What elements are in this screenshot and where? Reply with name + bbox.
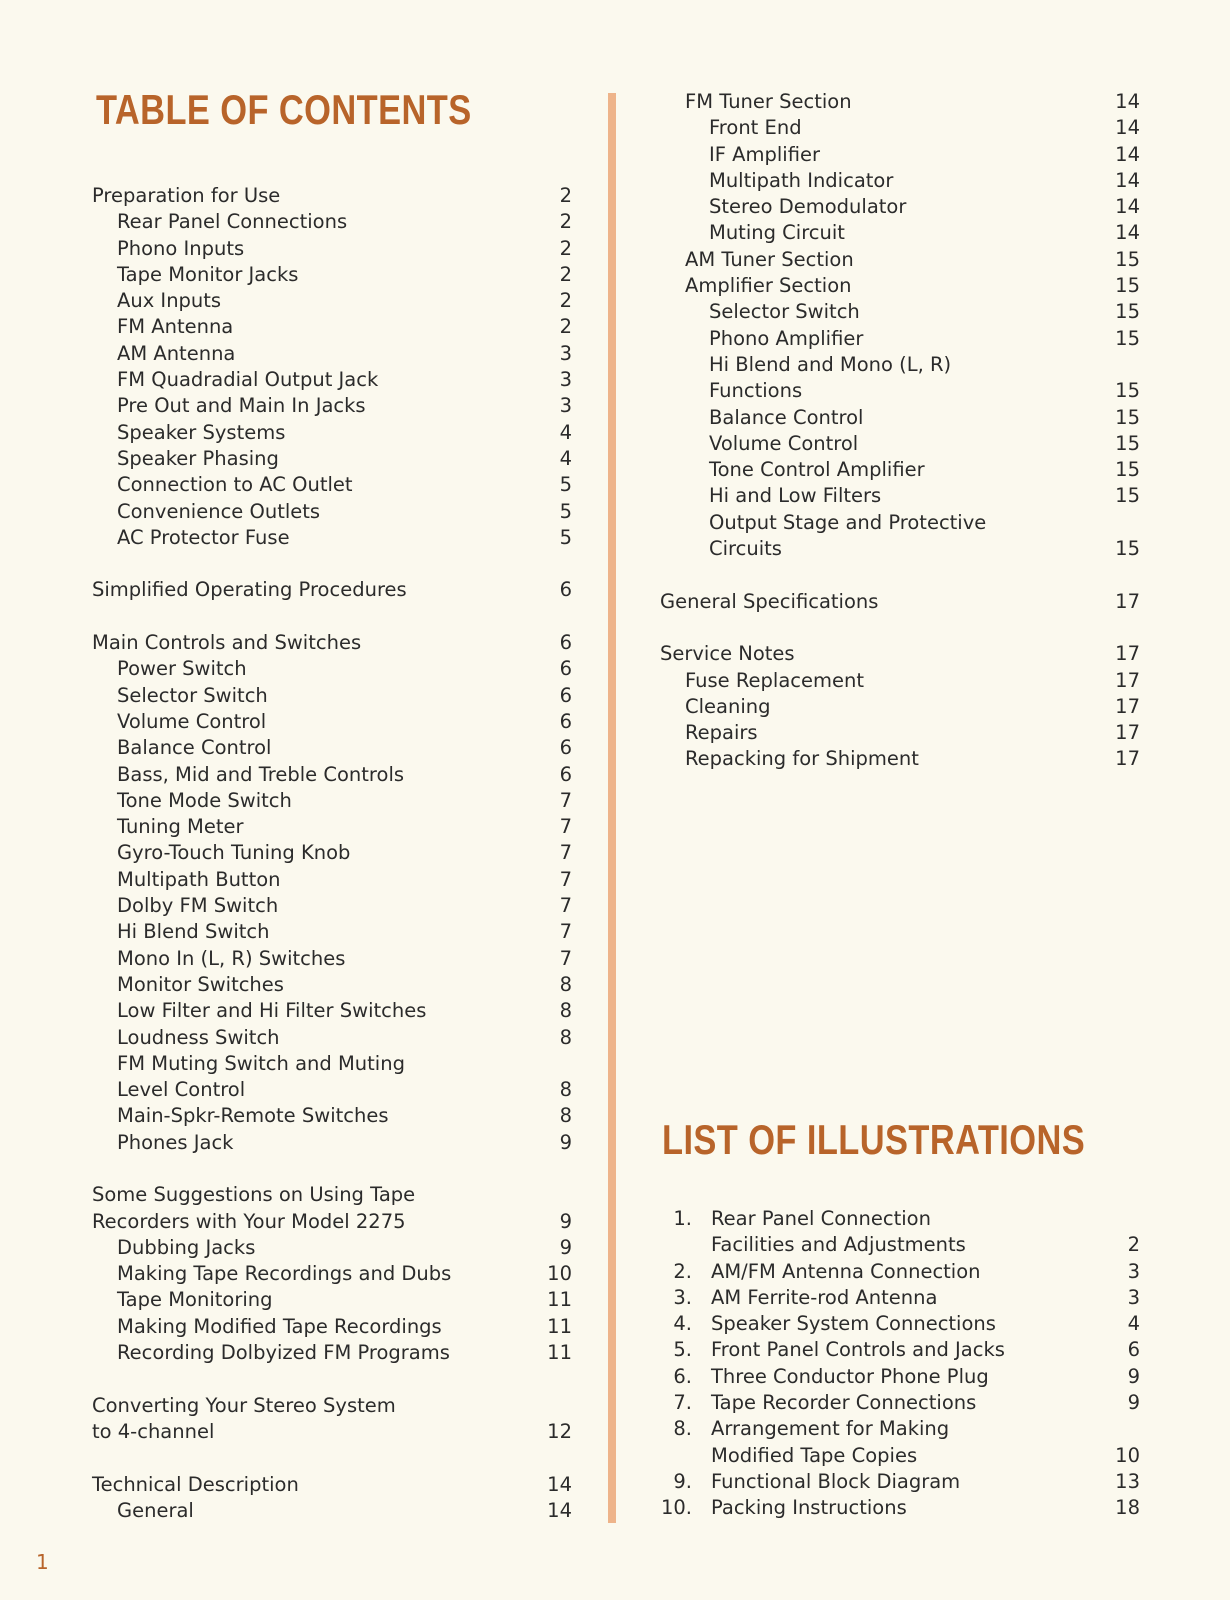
- toc-entry-title: Circuits: [709, 537, 782, 561]
- toc-entry-title: Service Notes: [660, 642, 795, 666]
- toc-entry-title: Connection to AC Outlet: [117, 473, 353, 497]
- toc-entry-page: 14: [1115, 142, 1140, 166]
- toc-entry-title: FM Muting Switch and Muting: [117, 1051, 405, 1075]
- toc-entry-title: Volume Control: [117, 709, 267, 733]
- toc-entry-page: 11: [547, 1314, 572, 1338]
- illustration-entry: [660, 1232, 1140, 1258]
- toc-entry-title: AM Antenna: [117, 341, 236, 365]
- toc-spacer: [660, 615, 1140, 641]
- illustration-number: 6.: [673, 1364, 692, 1388]
- toc-entry-title: Phono Amplifier: [709, 326, 864, 350]
- toc-spacer: [92, 1156, 572, 1182]
- illustration-title: Three Conductor Phone Plug: [711, 1364, 989, 1388]
- toc-entry-page: 3: [559, 368, 572, 392]
- illustration-number: 1.: [673, 1207, 692, 1230]
- toc-entry: [660, 247, 1140, 273]
- toc-entry: [92, 577, 572, 603]
- toc-entry-page: 15: [1115, 274, 1140, 298]
- toc-entry-page: 6: [559, 683, 572, 707]
- toc-entry-page: 14: [1115, 116, 1140, 140]
- toc-entry: [92, 1051, 572, 1077]
- toc-entry-page: 6: [559, 578, 572, 602]
- toc-entry: [92, 420, 572, 446]
- toc-entry-title: Volume Control: [709, 431, 859, 455]
- toc-entry: [92, 314, 572, 340]
- toc-entry-page: 17: [1115, 589, 1140, 613]
- toc-entry-title: Functions: [709, 379, 803, 403]
- toc-right-column: [660, 89, 1140, 773]
- toc-entry-title: FM Antenna: [117, 315, 234, 339]
- illustration-title: Tape Recorder Connections: [711, 1391, 977, 1415]
- toc-entry-title: Speaker Phasing: [117, 446, 279, 470]
- illustration-entry: [660, 1469, 1140, 1495]
- toc-entry-page: 5: [559, 473, 572, 497]
- toc-entry-title: Making Tape Recordings and Dubs: [117, 1262, 452, 1286]
- illustration-page: 13: [1115, 1469, 1140, 1493]
- toc-entry-title: Bass, Mid and Treble Controls: [117, 762, 405, 786]
- illustration-entry: [660, 1443, 1140, 1469]
- toc-entry-title: Making Modified Tape Recordings: [117, 1314, 442, 1338]
- page-number: 1: [36, 1550, 49, 1574]
- toc-entry-page: 9: [559, 1130, 572, 1154]
- column-divider: [608, 93, 616, 1523]
- toc-entry: [92, 1130, 572, 1156]
- toc-entry-title: Hi Blend Switch: [117, 920, 270, 944]
- toc-entry-page: 6: [559, 657, 572, 681]
- toc-entry-title: Repacking for Shipment: [685, 747, 919, 771]
- toc-entry-page: 2: [559, 184, 572, 207]
- toc-entry-title: Balance Control: [117, 736, 272, 760]
- toc-spacer: [660, 562, 1140, 588]
- toc-entry-page: 7: [559, 867, 572, 891]
- toc-entry-title: Selector Switch: [709, 300, 860, 324]
- illustration-number: 2.: [673, 1259, 692, 1283]
- toc-entry-title: Rear Panel Connections: [117, 210, 348, 234]
- toc-entry: [92, 236, 572, 262]
- illustration-page: 9: [1127, 1364, 1140, 1388]
- toc-entry-title: General: [117, 1498, 194, 1522]
- toc-entry: [92, 1314, 572, 1340]
- toc-entry-page: 6: [559, 736, 572, 760]
- illustration-number: 10.: [660, 1496, 692, 1520]
- illustration-entry: [660, 1285, 1140, 1311]
- toc-entry: [660, 326, 1140, 352]
- toc-entry-title: Mono In (L, R) Switches: [117, 946, 346, 970]
- toc-entry: [92, 262, 572, 288]
- toc-entry-page: 7: [559, 788, 572, 812]
- toc-entry: [92, 341, 572, 367]
- toc-entry: [92, 183, 572, 209]
- toc-entry-page: 14: [1115, 168, 1140, 192]
- toc-entry: [660, 89, 1140, 115]
- illustration-title: Functional Block Diagram: [711, 1469, 961, 1493]
- toc-entry-page: 7: [559, 946, 572, 970]
- toc-spacer: [92, 1366, 572, 1392]
- toc-entry: [660, 194, 1140, 220]
- toc-entry-title: Amplifier Section: [685, 274, 852, 298]
- toc-entry-page: 14: [1115, 195, 1140, 219]
- toc-entry: [92, 209, 572, 235]
- toc-entry-page: 6: [559, 762, 572, 786]
- toc-entry-page: 17: [1115, 668, 1140, 692]
- toc-entry-title: Tone Control Amplifier: [709, 458, 925, 482]
- toc-entry: [92, 1498, 572, 1524]
- illustration-number: 7.: [673, 1391, 692, 1415]
- toc-entry-page: 15: [1115, 405, 1140, 429]
- toc-entry: [660, 510, 1140, 536]
- toc-entry-page: 3: [559, 394, 572, 418]
- toc-entry: [92, 630, 572, 656]
- illustrations-title: LIST OF ILLUSTRATIONS: [662, 1116, 1086, 1163]
- toc-entry: [660, 405, 1140, 431]
- page-title: TABLE OF CONTENTS: [96, 86, 472, 133]
- toc-entry-title: Convenience Outlets: [117, 499, 321, 523]
- toc-entry-page: 15: [1115, 537, 1140, 561]
- toc-spacer: [92, 604, 572, 630]
- toc-entry: [660, 378, 1140, 404]
- toc-entry-page: 2: [559, 315, 572, 339]
- illustration-title: Arrangement for Making: [711, 1417, 950, 1441]
- toc-entry: [92, 525, 572, 551]
- toc-entry-page: 7: [559, 841, 572, 865]
- toc-entry-page: 12: [547, 1419, 572, 1443]
- toc-entry: [660, 720, 1140, 746]
- toc-entry-title: Speaker Systems: [117, 420, 286, 444]
- toc-entry-title: Output Stage and Protective: [709, 510, 987, 534]
- toc-entry-page: 11: [547, 1288, 572, 1312]
- toc-entry: [92, 735, 572, 761]
- toc-entry-title: Tone Mode Switch: [117, 788, 292, 812]
- toc-entry: [92, 1235, 572, 1261]
- illustration-page: 6: [1127, 1338, 1140, 1362]
- toc-entry: [660, 589, 1140, 615]
- toc-entry-page: 7: [559, 815, 572, 839]
- toc-entry-title: Preparation for Use: [92, 184, 281, 207]
- toc-entry: [92, 946, 572, 972]
- toc-entry: [92, 1261, 572, 1287]
- toc-entry: [92, 867, 572, 893]
- illustration-title: Rear Panel Connection: [711, 1207, 931, 1230]
- toc-entry-page: 7: [559, 894, 572, 918]
- toc-entry-page: 14: [547, 1498, 572, 1522]
- toc-entry-page: 15: [1115, 379, 1140, 403]
- toc-entry-title: Fuse Replacement: [685, 668, 864, 692]
- illustrations-list: [660, 1206, 1140, 1522]
- toc-entry-title: Converting Your Stereo System: [92, 1393, 396, 1417]
- toc-entry-page: 17: [1115, 642, 1140, 666]
- toc-entry-page: 15: [1115, 484, 1140, 508]
- illustration-entry: [660, 1311, 1140, 1337]
- toc-entry-page: 14: [547, 1472, 572, 1496]
- toc-entry: [660, 431, 1140, 457]
- toc-entry-page: 17: [1115, 694, 1140, 718]
- toc-entry: [92, 683, 572, 709]
- toc-entry-title: Tuning Meter: [117, 815, 244, 839]
- illustration-number: 5.: [673, 1338, 692, 1362]
- toc-entry: [660, 457, 1140, 483]
- toc-entry-page: 15: [1115, 458, 1140, 482]
- toc-entry: [660, 115, 1140, 141]
- illustration-page: 10: [1115, 1443, 1140, 1467]
- toc-entry-title: Loudness Switch: [117, 1025, 280, 1049]
- toc-entry-title: Recorders with Your Model 2275: [92, 1209, 406, 1233]
- toc-entry-page: 15: [1115, 300, 1140, 324]
- toc-entry-page: 14: [1115, 90, 1140, 113]
- toc-entry: [92, 393, 572, 419]
- toc-entry-page: 15: [1115, 326, 1140, 350]
- illustration-title: Packing Instructions: [711, 1496, 907, 1520]
- toc-entry-page: 4: [559, 420, 572, 444]
- toc-entry-title: Main Controls and Switches: [92, 631, 362, 655]
- toc-left-column: [92, 183, 572, 1524]
- toc-entry: [92, 972, 572, 998]
- illustration-number: 4.: [673, 1312, 692, 1336]
- toc-entry: [660, 641, 1140, 667]
- toc-entry: [660, 273, 1140, 299]
- illustration-entry: [660, 1416, 1140, 1442]
- toc-entry-page: 3: [559, 341, 572, 365]
- toc-entry-page: 6: [559, 709, 572, 733]
- toc-entry-title: Recording Dolbyized FM Programs: [117, 1341, 450, 1365]
- illustration-number: 8.: [673, 1417, 692, 1441]
- toc-entry-title: Gyro-Touch Tuning Knob: [117, 841, 351, 865]
- illustration-title: Facilities and Adjustments: [711, 1233, 966, 1257]
- toc-entry: [92, 1340, 572, 1366]
- toc-entry-page: 2: [559, 236, 572, 260]
- illustration-title: Speaker System Connections: [711, 1312, 996, 1336]
- illustration-title: AM/FM Antenna Connection: [711, 1259, 981, 1283]
- illustration-title: Modified Tape Copies: [711, 1443, 918, 1467]
- toc-entry-title: Power Switch: [117, 657, 247, 681]
- toc-entry: [92, 998, 572, 1024]
- illustration-entry: [660, 1206, 1140, 1232]
- toc-entry-title: Pre Out and Main In Jacks: [117, 394, 366, 418]
- toc-entry-title: Monitor Switches: [117, 972, 284, 996]
- toc-entry: [92, 840, 572, 866]
- toc-entry-title: FM Tuner Section: [685, 90, 852, 113]
- toc-spacer: [92, 551, 572, 577]
- illustration-page: 2: [1127, 1233, 1140, 1257]
- toc-entry-title: Tape Monitor Jacks: [117, 262, 299, 286]
- toc-entry-page: 9: [559, 1209, 572, 1233]
- toc-entry-title: Hi Blend and Mono (L, R): [709, 352, 952, 376]
- toc-entry: [660, 220, 1140, 246]
- toc-entry-title: Level Control: [117, 1078, 246, 1102]
- toc-entry-title: Phones Jack: [117, 1130, 234, 1154]
- toc-entry: [92, 499, 572, 525]
- toc-entry: [92, 893, 572, 919]
- toc-entry-title: Front End: [709, 116, 802, 140]
- toc-entry-title: Tape Monitoring: [117, 1288, 273, 1312]
- toc-entry-page: 17: [1115, 721, 1140, 745]
- toc-entry-page: 4: [559, 446, 572, 470]
- toc-entry: [92, 709, 572, 735]
- toc-entry-title: IF Amplifier: [709, 142, 821, 166]
- illustration-page: 9: [1127, 1391, 1140, 1415]
- toc-entry-page: 8: [559, 999, 572, 1023]
- toc-entry-page: 8: [559, 1025, 572, 1049]
- toc-entry-title: Repairs: [685, 721, 758, 745]
- toc-entry-page: 5: [559, 525, 572, 549]
- toc-entry: [660, 142, 1140, 168]
- toc-entry: [92, 288, 572, 314]
- toc-entry-title: Multipath Button: [117, 867, 281, 891]
- illustration-page: 18: [1115, 1496, 1140, 1520]
- toc-entry: [660, 746, 1140, 772]
- toc-entry-title: Low Filter and Hi Filter Switches: [117, 999, 427, 1023]
- toc-entry-page: 5: [559, 499, 572, 523]
- illustration-title: Front Panel Controls and Jacks: [711, 1338, 1005, 1362]
- toc-entry-title: AM Tuner Section: [685, 247, 854, 271]
- toc-entry-title: Dubbing Jacks: [117, 1235, 256, 1259]
- toc-entry-title: to 4-channel: [92, 1419, 215, 1443]
- toc-entry-page: 10: [547, 1262, 572, 1286]
- toc-entry-title: Balance Control: [709, 405, 864, 429]
- illustration-entry: [660, 1390, 1140, 1416]
- toc-entry-title: Technical Description: [92, 1472, 299, 1496]
- toc-entry-title: Multipath Indicator: [709, 168, 894, 192]
- toc-entry: [92, 1209, 572, 1235]
- toc-entry-title: Muting Circuit: [709, 221, 845, 245]
- toc-entry: [92, 472, 572, 498]
- toc-entry: [92, 656, 572, 682]
- toc-entry-page: 14: [1115, 221, 1140, 245]
- toc-entry-title: Main-Spkr-Remote Switches: [117, 1104, 389, 1128]
- toc-spacer: [92, 1445, 572, 1471]
- illustration-page: 3: [1127, 1285, 1140, 1309]
- illustration-entry: [660, 1364, 1140, 1390]
- toc-entry-title: FM Quadradial Output Jack: [117, 368, 379, 392]
- toc-entry: [92, 1472, 572, 1498]
- illustration-entry: [660, 1259, 1140, 1285]
- illustration-entry: [660, 1337, 1140, 1363]
- toc-entry-title: AC Protector Fuse: [117, 525, 290, 549]
- toc-entry: [660, 299, 1140, 325]
- toc-entry: [660, 352, 1140, 378]
- illustration-page: 3: [1127, 1259, 1140, 1283]
- illustration-number: 9.: [673, 1469, 692, 1493]
- illustration-number: 3.: [673, 1285, 692, 1309]
- toc-entry-page: 8: [559, 1104, 572, 1128]
- toc-entry-page: 11: [547, 1341, 572, 1365]
- toc-entry-page: 2: [559, 262, 572, 286]
- toc-entry: [660, 168, 1140, 194]
- toc-entry-title: Some Suggestions on Using Tape: [92, 1183, 416, 1207]
- toc-entry: [92, 788, 572, 814]
- toc-entry: [92, 919, 572, 945]
- toc-entry: [660, 483, 1140, 509]
- toc-entry-title: General Specifications: [660, 589, 879, 613]
- toc-entry-title: Hi and Low Filters: [709, 484, 882, 508]
- toc-entry-page: 15: [1115, 431, 1140, 455]
- illustration-title: AM Ferrite-rod Antenna: [711, 1285, 938, 1309]
- toc-entry: [92, 1077, 572, 1103]
- toc-entry: [660, 536, 1140, 562]
- toc-entry-title: Stereo Demodulator: [709, 195, 907, 219]
- toc-entry-title: Dolby FM Switch: [117, 894, 279, 918]
- toc-entry: [92, 367, 572, 393]
- toc-entry: [660, 668, 1140, 694]
- toc-entry-title: Phono Inputs: [117, 236, 245, 260]
- toc-entry-page: 6: [559, 631, 572, 655]
- toc-entry-page: 8: [559, 1078, 572, 1102]
- toc-entry-title: Aux Inputs: [117, 289, 222, 313]
- toc-entry-page: 8: [559, 972, 572, 996]
- toc-entry-page: 2: [559, 289, 572, 313]
- toc-entry-page: 9: [559, 1235, 572, 1259]
- toc-entry-page: 15: [1115, 247, 1140, 271]
- toc-entry-title: Simplified Operating Procedures: [92, 578, 407, 602]
- illustration-entry: [660, 1495, 1140, 1521]
- toc-entry: [92, 1393, 572, 1419]
- toc-entry: [660, 694, 1140, 720]
- toc-entry-title: Cleaning: [685, 694, 771, 718]
- toc-entry: [92, 1025, 572, 1051]
- toc-entry: [92, 446, 572, 472]
- toc-entry-page: 7: [559, 920, 572, 944]
- toc-entry-title: Selector Switch: [117, 683, 268, 707]
- toc-entry: [92, 762, 572, 788]
- toc-entry: [92, 1287, 572, 1313]
- illustration-page: 4: [1127, 1312, 1140, 1336]
- toc-entry-page: 17: [1115, 747, 1140, 771]
- toc-entry: [92, 1182, 572, 1208]
- toc-entry-page: 2: [559, 210, 572, 234]
- toc-entry: [92, 814, 572, 840]
- toc-entry: [92, 1419, 572, 1445]
- toc-entry: [92, 1103, 572, 1129]
